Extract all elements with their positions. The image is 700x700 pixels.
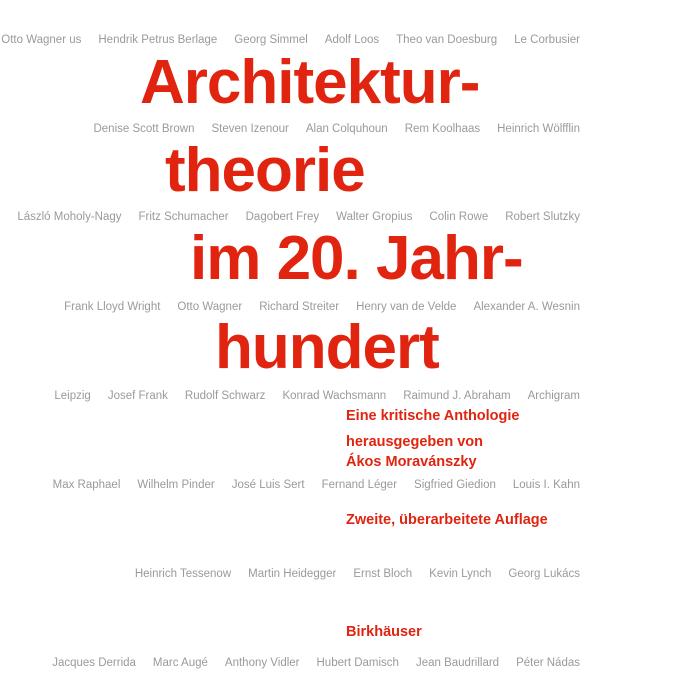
title-line: Architektur- (140, 48, 480, 117)
architect-name: Hubert Damisch (316, 657, 399, 669)
architect-name: Henry van de Velde (356, 301, 457, 313)
architect-name: Fernand Léger (321, 479, 398, 491)
architect-name: Marc Augé (152, 657, 208, 669)
name-row (105, 566, 580, 582)
architect-name: Archigram (527, 390, 580, 402)
architect-name: Theo van Doesburg (396, 34, 498, 46)
architect-name: Anthony Vidler (224, 657, 300, 669)
edition: Zweite, überarbeitete Auflage (346, 512, 548, 528)
architect-name: Konrad Wachsmann (282, 390, 387, 402)
architect-name: Denise Scott Brown (93, 123, 195, 135)
name-row (52, 655, 580, 671)
architect-name: Colin Rowe (429, 211, 489, 223)
title-line: im 20. Jahr- (190, 224, 523, 293)
name-row (54, 388, 580, 404)
architect-name: José Luis Sert (231, 479, 305, 491)
architect-name: Leipzig (54, 390, 91, 402)
architect-name: Wilhelm Pinder (137, 479, 215, 491)
architect-name: Heinrich Tessenow (134, 568, 232, 580)
architect-name: Hendrik Petrus Berlage (98, 34, 218, 46)
title-line: hundert (215, 313, 439, 382)
architect-name: László Moholy-Nagy (17, 211, 122, 223)
architect-name: Jacques Derrida (52, 657, 136, 669)
architect-name: Raimund J. Abraham (403, 390, 511, 402)
architect-name: Jean Baudrillard (415, 657, 500, 669)
architect-name: Kevin Lynch (429, 568, 492, 580)
architect-name: Heinrich Wölfflin (497, 123, 580, 135)
name-row (17, 209, 580, 225)
title-line: theorie (165, 136, 365, 205)
architect-name: Otto Wagner us (1, 34, 82, 46)
architect-name: Max Raphael (52, 479, 121, 491)
subtitle: Eine kritische Anthologie (346, 408, 520, 424)
architect-name: Steven Izenour (211, 123, 289, 135)
name-row (1, 32, 580, 48)
architect-name: Alan Colquhoun (305, 123, 388, 135)
editor-name: Ákos Moravánszky (346, 454, 477, 470)
architect-name: Adolf Loos (324, 34, 380, 46)
architect-name: Frank Lloyd Wright (64, 301, 161, 313)
architect-name: Martin Heidegger (248, 568, 337, 580)
architect-name: Otto Wagner (177, 301, 243, 313)
name-row (52, 477, 580, 493)
architect-name: Le Corbusier (514, 34, 580, 46)
architect-name: Richard Streiter (259, 301, 340, 313)
architect-name: Georg Simmel (234, 34, 308, 46)
architect-name: Rem Koolhaas (404, 123, 481, 135)
architect-name: Georg Lukács (508, 568, 580, 580)
name-row (93, 121, 580, 137)
architect-name: Walter Gropius (336, 211, 413, 223)
architect-name: Sigfried Giedion (414, 479, 496, 491)
architect-name: Josef Frank (107, 390, 168, 402)
publisher: Birkhäuser (346, 624, 422, 640)
editor-prefix: herausgegeben von (346, 434, 483, 450)
architect-name: Robert Slutzky (505, 211, 580, 223)
architect-name: Fritz Schumacher (138, 211, 229, 223)
architect-name: Rudolf Schwarz (184, 390, 266, 402)
architect-name: Louis I. Kahn (512, 479, 580, 491)
architect-name: Péter Nádas (516, 657, 580, 669)
architect-name: Dagobert Frey (245, 211, 320, 223)
architect-name: Ernst Bloch (353, 568, 413, 580)
architect-name: Alexander A. Wesnin (473, 301, 580, 313)
